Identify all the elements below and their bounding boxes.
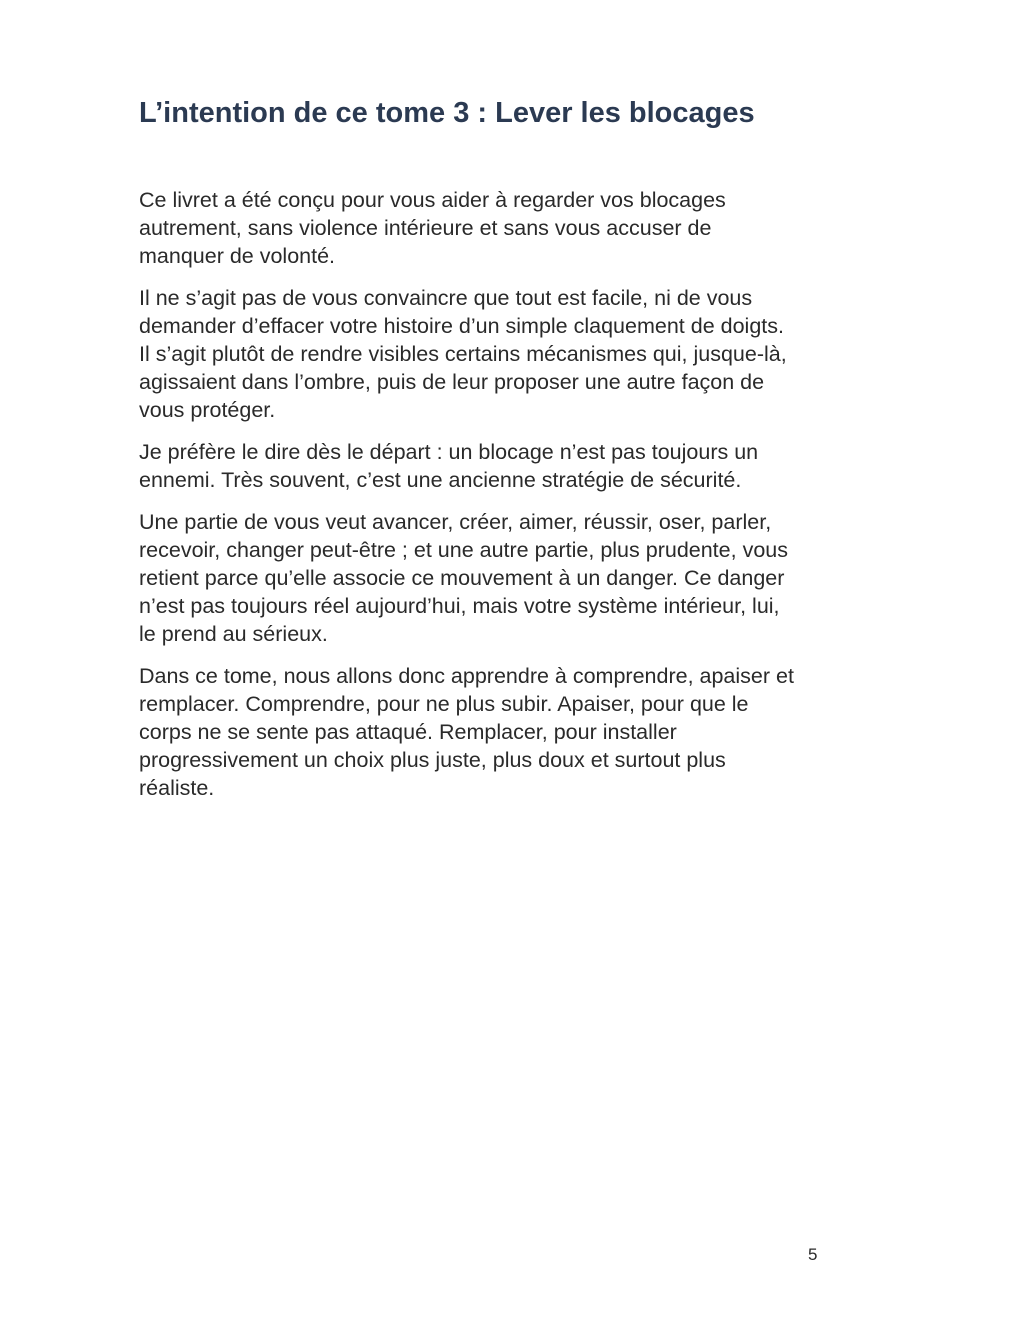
paragraph-1 [139, 186, 894, 270]
text-line: Dans ce tome, nous allons donc apprendre à comprendre, apaiser et [139, 664, 794, 688]
text-line: n’est pas toujours réel aujourd’hui, mais votre système intérieur, lui, [139, 594, 780, 618]
text-line: agissaient dans l’ombre, puis de leur proposer une autre façon de [139, 370, 765, 394]
text-line: ennemi. Très souvent, c’est une ancienne stratégie de sécurité. [139, 468, 742, 492]
text-line: progressivement un choix plus juste, plus doux et surtout plus [139, 748, 726, 772]
body-text [139, 186, 894, 816]
paragraph-4 [139, 508, 894, 648]
text-line: autrement, sans violence intérieure et sans vous accuser de [139, 216, 712, 240]
text-line: manquer de volonté. [139, 244, 336, 268]
text-line: Une partie de vous veut avancer, créer, aimer, réussir, oser, parler, [139, 510, 772, 534]
text-line: Ce livret a été conçu pour vous aider à regarder vos blocages [139, 188, 726, 212]
text-line: remplacer. Comprendre, pour ne plus subir. Apaiser, pour que le [139, 692, 749, 716]
paragraph-5 [139, 662, 894, 802]
paragraph-3 [139, 438, 894, 494]
text-line: vous protéger. [139, 398, 276, 422]
paragraph-2 [139, 284, 894, 424]
text-line: Je préfère le dire dès le départ : un blocage n’est pas toujours un [139, 440, 759, 464]
page-number: 5 [808, 1245, 818, 1264]
text-line: le prend au sérieux. [139, 622, 328, 646]
text-line: Il s’agit plutôt de rendre visibles certains mécanismes qui, jusque-là, [139, 342, 787, 366]
text-line: retient parce qu’elle associe ce mouvement à un danger. Ce danger [139, 566, 785, 590]
text-line: recevoir, changer peut-être ; et une autre partie, plus prudente, vous [139, 538, 788, 562]
text-line: réaliste. [139, 776, 215, 800]
page-heading: L’intention de ce tome 3 : Lever les blocages [139, 97, 755, 129]
text-line: demander d’effacer votre histoire d’un simple claquement de doigts. [139, 314, 784, 338]
text-line: corps ne se sente pas attaqué. Remplacer, pour installer [139, 720, 677, 744]
text-line: Il ne s’agit pas de vous convaincre que tout est facile, ni de vous [139, 286, 753, 310]
